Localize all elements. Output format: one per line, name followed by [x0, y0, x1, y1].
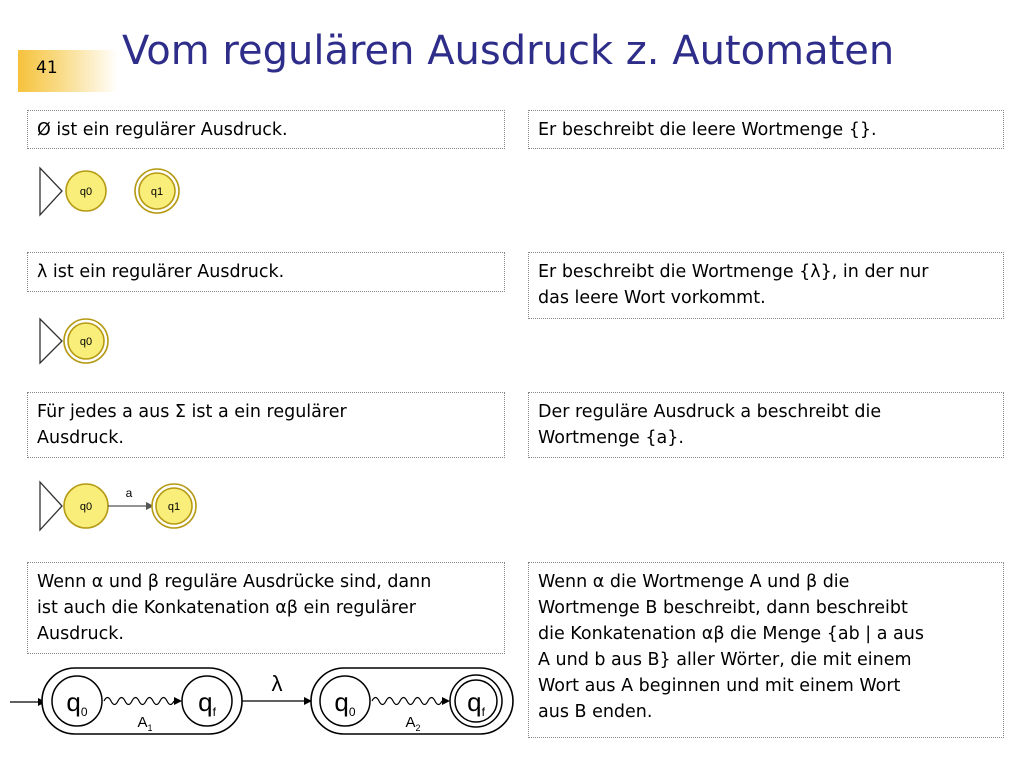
- a1-label-sub: 1: [147, 723, 153, 733]
- slide-number-badge: [18, 50, 118, 92]
- desc-concatenation: Wenn α die Wortmenge A und β die Wortmenge B beschreibt, dann beschreibt die Konkatenation αβ die Menge {ab | a aus A und b aus B} aller Wörter, die mit einem Wort aus A beginnen und mit einem Wort aus B enden.: [528, 562, 1004, 738]
- rule-empty-set: Ø ist ein regulärer Ausdruck.: [27, 110, 505, 149]
- state-q0-label: q0: [79, 501, 93, 513]
- desc-lambda: Er beschreibt die Wortmenge {λ}, in der nur das leere Wort vorkommt.: [528, 252, 1004, 319]
- automaton-symbol: [30, 480, 200, 535]
- a2-label-sub: 2: [415, 723, 421, 733]
- rule-concatenation: Wenn α und β reguläre Ausdrücke sind, dann ist auch die Konkatenation αβ ein regulärer Ausdruck.: [27, 562, 505, 654]
- start-arrow-icon: [40, 482, 62, 530]
- state-q0-label: q0: [79, 186, 93, 198]
- a1-start-q: q: [66, 687, 81, 717]
- automaton-empty-set: [30, 165, 200, 225]
- state-q1-label: q1: [150, 186, 164, 198]
- lambda-label: λ: [271, 671, 283, 696]
- start-arrow-icon: [40, 168, 62, 215]
- desc-empty-set: Er beschreibt die leere Wortmenge {}.: [528, 110, 1004, 149]
- rule-symbol: Für jedes a aus Σ ist a ein regulärer Ausdruck.: [27, 392, 505, 458]
- transition-label: a: [125, 486, 133, 500]
- a2-start-sub: 0: [348, 705, 356, 719]
- a1-final-q: q: [198, 687, 213, 717]
- a1-final-sub: f: [212, 705, 216, 719]
- rule-lambda: λ ist ein regulärer Ausdruck.: [27, 252, 505, 292]
- a2-final-sub: f: [481, 705, 485, 719]
- state-q1-label: q1: [167, 501, 181, 513]
- start-arrow-icon: [40, 319, 62, 363]
- a1-start-sub: 0: [80, 705, 88, 719]
- state-q0-label: q0: [79, 336, 93, 348]
- a2-final-q: q: [467, 687, 482, 717]
- automaton-concatenation: [0, 660, 520, 768]
- desc-symbol: Der reguläre Ausdruck a beschreibt die Wortmenge {a}.: [528, 392, 1004, 458]
- a2-start-q: q: [334, 687, 349, 717]
- slide-number: 41: [36, 58, 58, 78]
- a1-label-a: A: [137, 714, 148, 731]
- automaton-lambda: [30, 316, 130, 371]
- a2-label-a: A: [405, 714, 416, 731]
- page-title: Vom regulären Ausdruck z. Automaten: [122, 28, 895, 74]
